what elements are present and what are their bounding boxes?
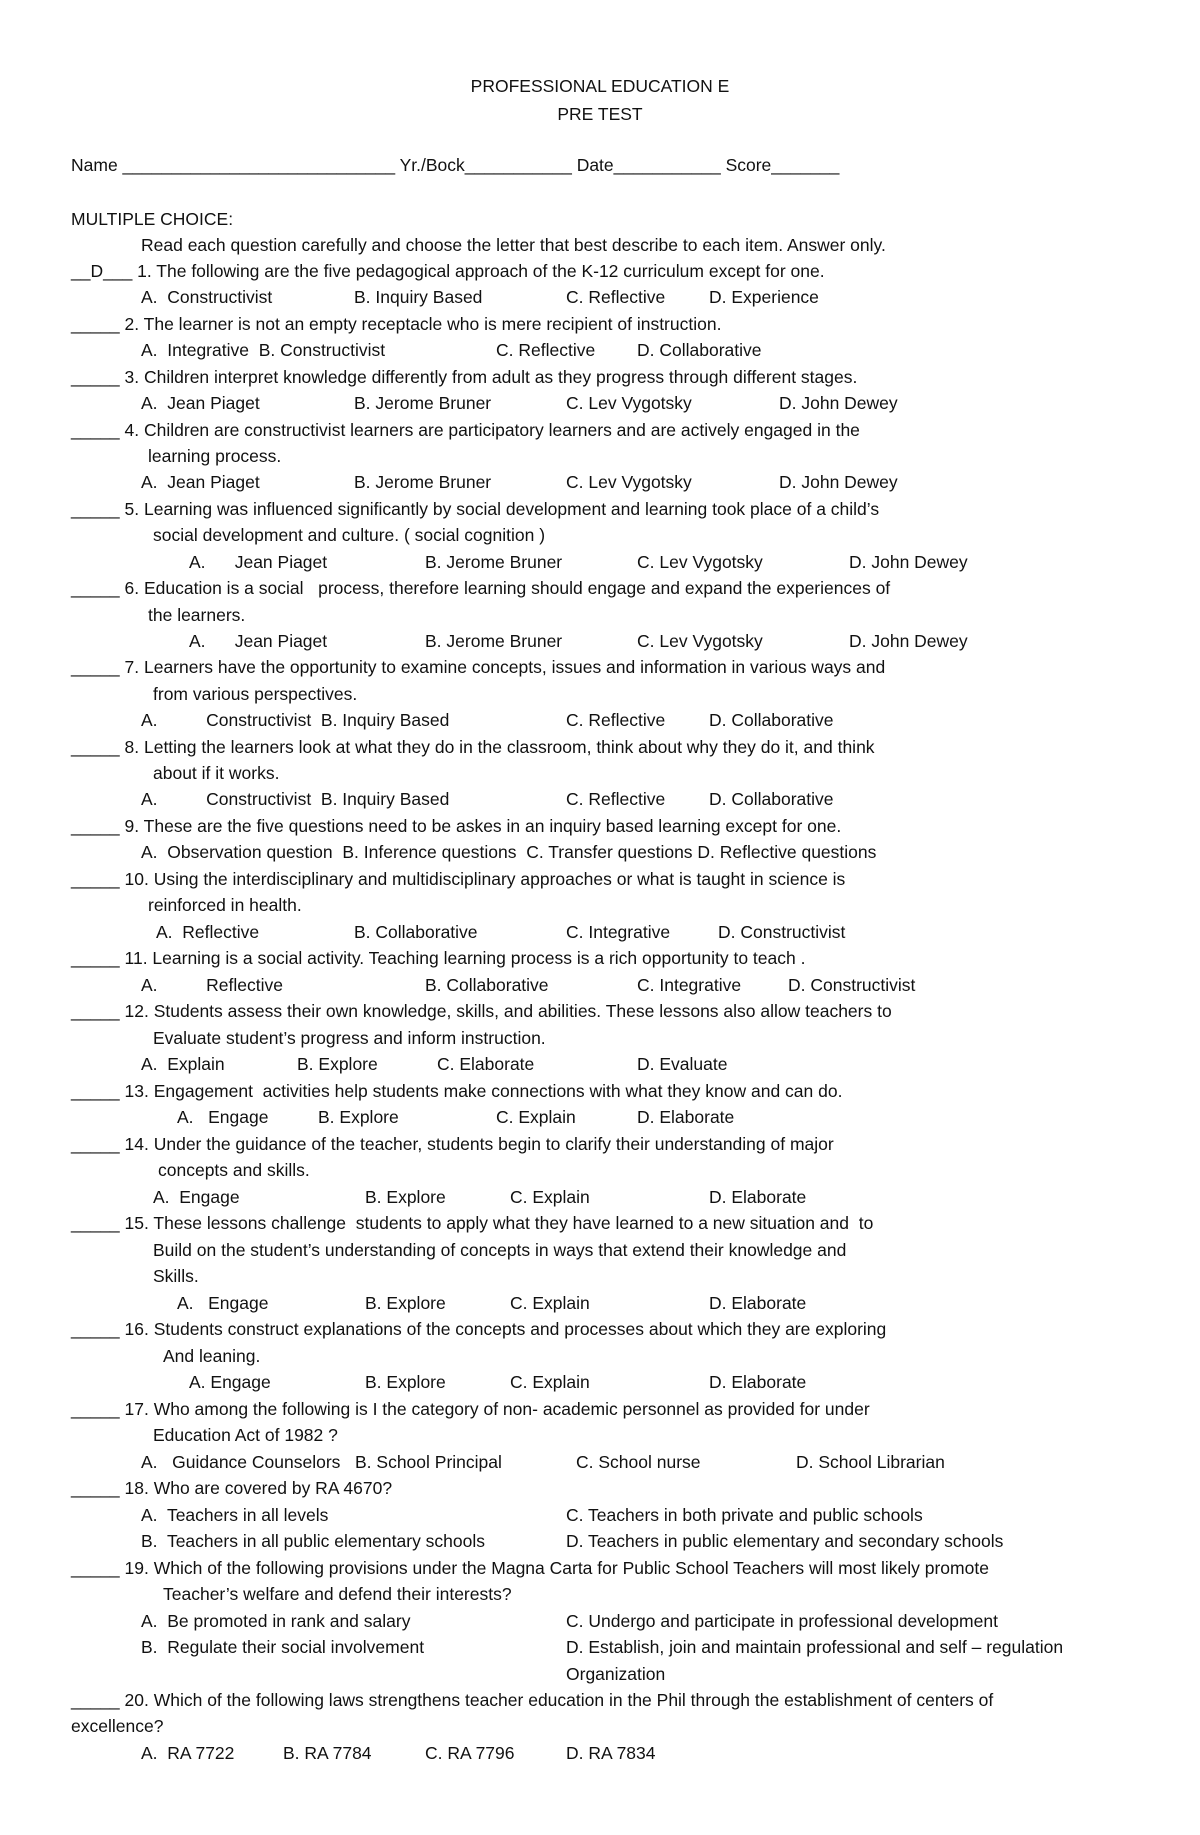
q13-option-c: C. Explain: [496, 1107, 576, 1127]
q20-option-d: D. RA 7834: [566, 1743, 656, 1763]
question-20-stem-cont: excellence?: [71, 1716, 164, 1736]
q16-option-c: C. Explain: [510, 1372, 590, 1392]
q7-option-c: C. Reflective: [566, 710, 666, 730]
question-15-stem: _____ 15. These lessons challenge students to apply what they have learned to a new situation and to: [71, 1213, 874, 1233]
q16-option-a: A. Engage: [189, 1372, 271, 1392]
q2-option-a: A. Integrative B. Constructivist: [141, 340, 386, 360]
question-3-stem: _____ 3. Children interpret knowledge differently from adult as they progress through different stages.: [71, 367, 858, 387]
question-10-stem-cont: reinforced in health.: [148, 895, 302, 915]
question-4-stem-cont: learning process.: [148, 446, 282, 466]
q18-option-b: B. Teachers in all public elementary schools: [141, 1531, 486, 1551]
q14-option-a: A. Engage: [153, 1187, 240, 1207]
question-13-stem: _____ 13. Engagement activities help students make connections with what they know and can do.: [71, 1081, 843, 1101]
q12-option-a: A. Explain: [141, 1054, 225, 1074]
q3-option-d: D. John Dewey: [779, 393, 898, 413]
question-9-stem: _____ 9. These are the five questions need to be askes in an inquiry based learning except for one.: [71, 816, 842, 836]
q1-option-b: B. Inquiry Based: [354, 287, 483, 307]
question-5-stem-cont: social development and culture. ( social cognition ): [153, 525, 546, 545]
question-12-stem-cont: Evaluate student’s progress and inform instruction.: [153, 1028, 546, 1048]
q8-option-a: A. Constructivist B. Inquiry Based: [141, 789, 450, 809]
q4-option-c: C. Lev Vygotsky: [566, 472, 692, 492]
question-20-stem: _____ 20. Which of the following laws strengthens teacher education in the Phil through the establishment of centers of: [71, 1690, 994, 1710]
q6-option-d: D. John Dewey: [849, 631, 968, 651]
q12-option-c: C. Elaborate: [437, 1054, 535, 1074]
q7-option-d: D. Collaborative: [709, 710, 834, 730]
q5-option-a: A. Jean Piaget: [189, 552, 328, 572]
q10-option-d: D. Constructivist: [718, 922, 846, 942]
q11-option-d: D. Constructivist: [788, 975, 916, 995]
q19-option-d-cont: Organization: [566, 1664, 666, 1684]
q17-option-c: C. School nurse: [576, 1452, 701, 1472]
q15-option-c: C. Explain: [510, 1293, 590, 1313]
q9-options: A. Observation question B. Inference questions C. Transfer questions D. Reflective questions: [141, 842, 877, 862]
q19-option-d: D. Establish, join and maintain professional and self – regulation: [566, 1637, 1064, 1657]
q2-option-c: C. Reflective: [496, 340, 596, 360]
question-15-stem-cont: Build on the student’s understanding of concepts in ways that extend their knowledge and: [153, 1240, 847, 1260]
q7-option-a: A. Constructivist B. Inquiry Based: [141, 710, 450, 730]
q15-option-a: A. Engage: [177, 1293, 269, 1313]
q1-option-d: D. Experience: [709, 287, 819, 307]
q17-option-d: D. School Librarian: [796, 1452, 945, 1472]
question-6-stem-cont: the learners.: [148, 605, 246, 625]
question-7-stem-cont: from various perspectives.: [153, 684, 358, 704]
question-1-stem: __D___ 1. The following are the five pedagogical approach of the K-12 curriculum except for one.: [71, 261, 825, 281]
q14-option-b: B. Explore: [365, 1187, 446, 1207]
q8-option-c: C. Reflective: [566, 789, 666, 809]
q6-option-c: C. Lev Vygotsky: [637, 631, 763, 651]
q11-option-c: C. Integrative: [637, 975, 742, 995]
q10-option-c: C. Integrative: [566, 922, 671, 942]
question-4-stem: _____ 4. Children are constructivist learners are participatory learners and are actively engaged in the: [71, 420, 860, 440]
question-12-stem: _____ 12. Students assess their own knowledge, skills, and abilities. These lessons also allow teachers to: [71, 1001, 892, 1021]
student-info-line: Name ____________________________ Yr./Bock___________ Date___________ Score_______: [71, 155, 840, 175]
q18-option-c: C. Teachers in both private and public schools: [566, 1505, 923, 1525]
q4-option-a: A. Jean Piaget: [141, 472, 260, 492]
q1-option-a: A. Constructivist: [141, 287, 273, 307]
q3-option-b: B. Jerome Bruner: [354, 393, 492, 413]
question-18-stem: _____ 18. Who are covered by RA 4670?: [71, 1478, 393, 1498]
q12-option-b: B. Explore: [297, 1054, 378, 1074]
q13-option-a: A. Engage: [177, 1107, 269, 1127]
q18-option-a: A. Teachers in all levels: [141, 1505, 329, 1525]
q5-option-c: C. Lev Vygotsky: [637, 552, 763, 572]
q16-option-b: B. Explore: [365, 1372, 446, 1392]
question-15-stem-cont-2: Skills.: [153, 1266, 199, 1286]
q16-option-d: D. Elaborate: [709, 1372, 807, 1392]
q2-option-d: D. Collaborative: [637, 340, 762, 360]
question-11-stem: _____ 11. Learning is a social activity. Teaching learning process is a rich opportunity to teach .: [71, 948, 806, 968]
instructions: Read each question carefully and choose the letter that best describe to each item. Answer only.: [141, 235, 886, 255]
q5-option-b: B. Jerome Bruner: [425, 552, 563, 572]
q14-option-d: D. Elaborate: [709, 1187, 807, 1207]
q4-option-b: B. Jerome Bruner: [354, 472, 492, 492]
question-2-stem: _____ 2. The learner is not an empty receptacle who is mere recipient of instruction.: [71, 314, 722, 334]
question-16-stem: _____ 16. Students construct explanations of the concepts and processes about which they are exploring: [71, 1319, 887, 1339]
question-6-stem: _____ 6. Education is a social process, therefore learning should engage and expand the experiences of: [71, 578, 891, 598]
q6-option-b: B. Jerome Bruner: [425, 631, 563, 651]
q1-option-c: C. Reflective: [566, 287, 666, 307]
question-17-stem-cont: Education Act of 1982 ?: [153, 1425, 338, 1445]
q18-option-d: D. Teachers in public elementary and secondary schools: [566, 1531, 1004, 1551]
q20-option-c: C. RA 7796: [425, 1743, 515, 1763]
q12-option-d: D. Evaluate: [637, 1054, 728, 1074]
q5-option-d: D. John Dewey: [849, 552, 968, 572]
q19-option-c: C. Undergo and participate in professional development: [566, 1611, 998, 1631]
q20-option-b: B. RA 7784: [283, 1743, 372, 1763]
question-10-stem: _____ 10. Using the interdisciplinary and multidisciplinary approaches or what is taught in science is: [71, 869, 846, 889]
q17-option-a: A. Guidance Counselors B. School Principal: [141, 1452, 502, 1472]
q6-option-a: A. Jean Piaget: [189, 631, 328, 651]
question-14-stem-cont: concepts and skills.: [158, 1160, 310, 1180]
q4-option-d: D. John Dewey: [779, 472, 898, 492]
q11-option-b: B. Collaborative: [425, 975, 549, 995]
q10-option-a: A. Reflective: [156, 922, 260, 942]
question-19-stem-cont: Teacher’s welfare and defend their interests?: [163, 1584, 512, 1604]
question-7-stem: _____ 7. Learners have the opportunity to examine concepts, issues and information in various ways and: [71, 657, 886, 677]
q11-option-a: A. Reflective: [141, 975, 283, 995]
question-14-stem: _____ 14. Under the guidance of the teacher, students begin to clarify their understanding of major: [71, 1134, 834, 1154]
question-19-stem: _____ 19. Which of the following provisions under the Magna Carta for Public School Teachers will most likely promote: [71, 1558, 989, 1578]
q15-option-d: D. Elaborate: [709, 1293, 807, 1313]
question-8-stem-cont: about if it works.: [153, 763, 280, 783]
q20-option-a: A. RA 7722: [141, 1743, 235, 1763]
page-title: PROFESSIONAL EDUCATION E: [470, 76, 730, 96]
q10-option-b: B. Collaborative: [354, 922, 478, 942]
q15-option-b: B. Explore: [365, 1293, 446, 1313]
section-title: MULTIPLE CHOICE:: [71, 209, 234, 229]
q13-option-b: B. Explore: [318, 1107, 399, 1127]
question-5-stem: _____ 5. Learning was influenced significantly by social development and learning took place of a child’s: [71, 499, 880, 519]
question-8-stem: _____ 8. Letting the learners look at what they do in the classroom, think about why they do it, and think: [71, 737, 875, 757]
q19-option-b: B. Regulate their social involvement: [141, 1637, 425, 1657]
q3-option-c: C. Lev Vygotsky: [566, 393, 692, 413]
q3-option-a: A. Jean Piaget: [141, 393, 260, 413]
question-16-stem-cont: And leaning.: [163, 1346, 261, 1366]
q14-option-c: C. Explain: [510, 1187, 590, 1207]
q13-option-d: D. Elaborate: [637, 1107, 735, 1127]
page-subtitle: PRE TEST: [557, 104, 643, 124]
q8-option-d: D. Collaborative: [709, 789, 834, 809]
question-17-stem: _____ 17. Who among the following is I the category of non- academic personnel as provided for under: [71, 1399, 870, 1419]
q19-option-a: A. Be promoted in rank and salary: [141, 1611, 411, 1631]
